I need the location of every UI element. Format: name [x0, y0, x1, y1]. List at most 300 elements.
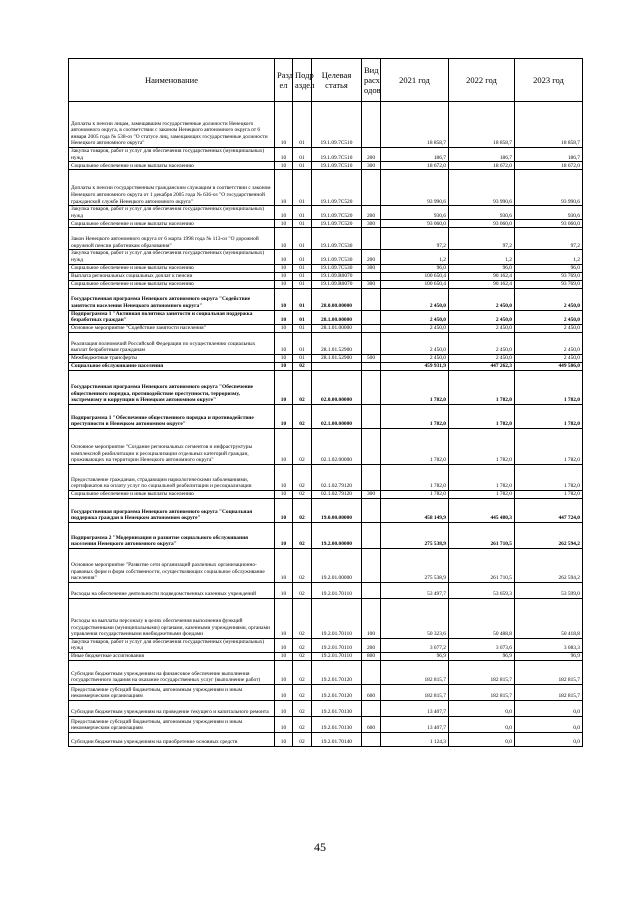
cell-2023: 930,6 — [515, 206, 583, 220]
cell-razd: 10 — [275, 684, 293, 700]
cell-2021: 50 323,6 — [381, 598, 449, 638]
cell-podr: 02 — [293, 464, 312, 490]
cell-2023: 1 782,0 — [515, 428, 583, 464]
cell-name: Подпрограмма 1 "Активная политика занятости и социальная поддержка безработных граждан" — [69, 310, 275, 324]
cell-2022: 93 060,0 — [449, 220, 515, 228]
cell-stat: 28.1.01.52900 — [312, 332, 362, 354]
cell-2022: 186,7 — [449, 148, 515, 162]
cell-podr: 02 — [293, 660, 312, 684]
cell-razd: 10 — [275, 732, 293, 746]
cell-vid — [362, 700, 381, 716]
cell-2023: 1,2 — [515, 250, 583, 264]
cell-2023: 1 782,0 — [515, 464, 583, 490]
cell-2021: 100 650,4 — [381, 272, 449, 280]
table-body — [69, 102, 583, 747]
cell-podr: 01 — [293, 162, 312, 170]
cell-podr: 01 — [293, 310, 312, 324]
cell-2022: 2 450,0 — [449, 310, 515, 324]
table-row — [69, 652, 583, 660]
cell-name: Социальное обеспечение и иные выплаты населению — [69, 220, 275, 228]
cell-stat: 19.1.09.7С510 — [312, 148, 362, 162]
cell-stat: 19.2.01.70120 — [312, 684, 362, 700]
cell-2023: 93 769,0 — [515, 280, 583, 288]
table-row — [69, 332, 583, 354]
cell-2021: 1 782,0 — [381, 404, 449, 428]
header-razd: Разд ел — [275, 59, 293, 102]
budget-table — [68, 58, 583, 747]
cell-stat: 19.2.01.70130 — [312, 700, 362, 716]
cell-name: Подпрограмма 1 "Обеспечение общественного порядка и противодействие преступности в Ненецком автономном округе" — [69, 404, 275, 428]
cell-name: Основное мероприятие "Содействие занятости населения" — [69, 324, 275, 332]
cell-vid: 200 — [362, 250, 381, 264]
cell-name: Социальное обеспечение и иные выплаты населению — [69, 280, 275, 288]
cell-2021: 96,0 — [381, 264, 449, 272]
cell-podr: 02 — [293, 582, 312, 598]
cell-name: Основное мероприятие "Создание региональных сегментов и инфраструктуры комплексной реабилитации и ресоциализации отдельных категорий граждан, проживающих на территории Ненецкого автономного округа" — [69, 428, 275, 464]
cell-2023: 50 418,8 — [515, 598, 583, 638]
cell-podr: 02 — [293, 428, 312, 464]
cell-2023: 96,0 — [515, 264, 583, 272]
cell-podr: 02 — [293, 548, 312, 582]
header-vid: Вид расх одов — [362, 59, 381, 102]
cell-podr: 01 — [293, 250, 312, 264]
cell-2022: 261 710,5 — [449, 522, 515, 548]
cell-name: Реализация полномочий Российской Федерации по осуществлению социальных выплат безработным гражданам — [69, 332, 275, 354]
cell-2023: 96,9 — [515, 652, 583, 660]
table-row — [69, 598, 583, 638]
cell-2023: 262 594,2 — [515, 548, 583, 582]
cell-name: Предоставление субсидий бюджетным, автономным учреждениям и иным некоммерческим организациям — [69, 716, 275, 732]
cell-2023: 0,0 — [515, 700, 583, 716]
cell-podr: 01 — [293, 264, 312, 272]
cell-podr: 01 — [293, 280, 312, 288]
cell-2021: 18 858,7 — [381, 102, 449, 148]
cell-razd: 10 — [275, 102, 293, 148]
cell-vid — [362, 170, 381, 206]
cell-razd: 10 — [275, 404, 293, 428]
cell-2021: 2 450,0 — [381, 310, 449, 324]
cell-2021: 53 497,7 — [381, 582, 449, 598]
cell-podr: 01 — [293, 288, 312, 310]
table-row — [69, 428, 583, 464]
cell-vid — [362, 732, 381, 746]
table-header-row — [69, 59, 583, 102]
cell-stat: 19.1.09.7С520 — [312, 206, 362, 220]
cell-2021: 182 815,7 — [381, 660, 449, 684]
cell-razd: 10 — [275, 272, 293, 280]
cell-name: Расходы на выплаты персоналу в целях обеспечения выполнения функций государственными (муниципальными) органами, казенными учреждениями, органами управления государственными внебюджетными фондами — [69, 598, 275, 638]
table-row — [69, 228, 583, 250]
cell-vid — [362, 522, 381, 548]
cell-podr: 01 — [293, 332, 312, 354]
cell-stat: 19.2.01.00000 — [312, 548, 362, 582]
cell-2022: 1 782,0 — [449, 490, 515, 498]
cell-2021: 100 650,4 — [381, 280, 449, 288]
cell-2022: 182 815,7 — [449, 660, 515, 684]
cell-stat: 19.1.09.7С520 — [312, 220, 362, 228]
table-row — [69, 170, 583, 206]
cell-razd: 10 — [275, 548, 293, 582]
cell-vid — [362, 582, 381, 598]
cell-2022: 1 782,0 — [449, 404, 515, 428]
cell-name: Закупка товаров, работ и услуг для обеспечения государственных (муниципальных) нужд — [69, 250, 275, 264]
cell-2022: 0,0 — [449, 716, 515, 732]
cell-name: Доплаты к пенсии государственным гражданским служащим в соответствии с законом Ненецкого автономного округа от 1 декабря 2005 года № 636-оз "О государственной гражданской службе Ненецкого автономного округа" — [69, 170, 275, 206]
cell-2023: 1 782,0 — [515, 370, 583, 404]
cell-2022: 96,0 — [449, 264, 515, 272]
cell-2022: 2 450,0 — [449, 288, 515, 310]
cell-stat: 19.2.01.70110 — [312, 598, 362, 638]
cell-2021: 930,6 — [381, 206, 449, 220]
cell-podr: 02 — [293, 652, 312, 660]
cell-2022: 50 488,8 — [449, 598, 515, 638]
cell-podr: 02 — [293, 638, 312, 652]
cell-vid — [362, 332, 381, 354]
cell-podr: 02 — [293, 522, 312, 548]
cell-razd: 10 — [275, 716, 293, 732]
cell-2023: 449 506,0 — [515, 362, 583, 370]
table-row — [69, 362, 583, 370]
cell-podr: 01 — [293, 272, 312, 280]
cell-razd: 10 — [275, 264, 293, 272]
cell-2021: 275 538,9 — [381, 522, 449, 548]
cell-2021: 458 149,9 — [381, 498, 449, 522]
cell-stat: 19.1.09.7С510 — [312, 102, 362, 148]
cell-vid: 200 — [362, 206, 381, 220]
table-row — [69, 490, 583, 498]
cell-2022: 182 815,7 — [449, 684, 515, 700]
cell-2023: 2 450,0 — [515, 332, 583, 354]
cell-stat: 19.1.09.7С530 — [312, 228, 362, 250]
cell-vid: 300 — [362, 162, 381, 170]
cell-2021: 13 407,7 — [381, 700, 449, 716]
cell-name: Предоставление гражданам, страдающим наркологическими заболеваниями, сертификатов на оплату услуг по социальной реабилитации и ресоциализации — [69, 464, 275, 490]
cell-vid: 300 — [362, 220, 381, 228]
cell-razd: 10 — [275, 522, 293, 548]
cell-name: Основное мероприятие "Развитие сети организаций различных организационно-правовых форм и форм собственности, осуществляющих социальное обслуживание населения" — [69, 548, 275, 582]
cell-2022: 53 659,3 — [449, 582, 515, 598]
cell-2023: 1 782,0 — [515, 490, 583, 498]
cell-name: Субсидии бюджетным учреждениям на проведение текущего и капитального ремонта — [69, 700, 275, 716]
cell-2022: 1 782,0 — [449, 428, 515, 464]
cell-2022: 1,2 — [449, 250, 515, 264]
cell-2023: 1 782,0 — [515, 404, 583, 428]
cell-razd: 10 — [275, 206, 293, 220]
cell-vid — [362, 660, 381, 684]
cell-vid — [362, 404, 381, 428]
cell-razd: 10 — [275, 582, 293, 598]
cell-2021: 93 060,0 — [381, 220, 449, 228]
cell-vid: 500 — [362, 354, 381, 362]
cell-2022: 0,0 — [449, 700, 515, 716]
cell-2023: 2 450,0 — [515, 288, 583, 310]
cell-podr: 02 — [293, 684, 312, 700]
cell-vid — [362, 464, 381, 490]
cell-razd: 10 — [275, 324, 293, 332]
cell-stat: 19.2.01.70110 — [312, 652, 362, 660]
cell-podr: 01 — [293, 102, 312, 148]
table-row — [69, 162, 583, 170]
cell-2022: 97,2 — [449, 228, 515, 250]
table-row — [69, 250, 583, 264]
cell-2023: 93 060,0 — [515, 220, 583, 228]
table-row — [69, 582, 583, 598]
cell-vid — [362, 362, 381, 370]
cell-vid — [362, 498, 381, 522]
cell-podr: 02 — [293, 498, 312, 522]
cell-name: Закупка товаров, работ и услуг для обеспечения государственных (муниципальных) нужд — [69, 148, 275, 162]
cell-stat: 19.1.09.R0070 — [312, 280, 362, 288]
cell-2023: 186,7 — [515, 148, 583, 162]
cell-podr: 01 — [293, 220, 312, 228]
cell-razd: 10 — [275, 354, 293, 362]
cell-2023: 182 815,7 — [515, 660, 583, 684]
table-row — [69, 148, 583, 162]
cell-stat: 19.2.00.00000 — [312, 522, 362, 548]
cell-2021: 96,9 — [381, 652, 449, 660]
cell-stat: 19.0.00.00000 — [312, 498, 362, 522]
cell-razd: 10 — [275, 332, 293, 354]
table-row — [69, 522, 583, 548]
header-stat: Целевая статья — [312, 59, 362, 102]
cell-vid: 800 — [362, 652, 381, 660]
cell-vid: 200 — [362, 638, 381, 652]
cell-vid: 200 — [362, 148, 381, 162]
cell-vid: 300 — [362, 280, 381, 288]
cell-2022: 2 450,0 — [449, 332, 515, 354]
cell-name: Межбюджетные трансферты — [69, 354, 275, 362]
cell-stat: 02.0.00.00000 — [312, 370, 362, 404]
cell-2022: 18 672,0 — [449, 162, 515, 170]
cell-stat: 19.2.01.70130 — [312, 716, 362, 732]
cell-2023: 2 450,0 — [515, 354, 583, 362]
table-row — [69, 324, 583, 332]
cell-podr: 02 — [293, 700, 312, 716]
cell-stat: 19.2.01.70140 — [312, 732, 362, 746]
cell-2021: 1 782,0 — [381, 370, 449, 404]
cell-2021: 1 124,3 — [381, 732, 449, 746]
cell-razd: 10 — [275, 700, 293, 716]
cell-2021: 2 450,0 — [381, 324, 449, 332]
cell-razd: 10 — [275, 280, 293, 288]
cell-2022: 930,6 — [449, 206, 515, 220]
table-row — [69, 310, 583, 324]
cell-stat: 02.1.02.00000 — [312, 428, 362, 464]
cell-vid — [362, 102, 381, 148]
cell-2023: 18 672,0 — [515, 162, 583, 170]
cell-vid: 100 — [362, 598, 381, 638]
cell-name: Социальное обслуживание населения — [69, 362, 275, 370]
table-row — [69, 464, 583, 490]
cell-2021: 2 450,0 — [381, 354, 449, 362]
cell-podr: 01 — [293, 324, 312, 332]
cell-name: Социальное обеспечение и иные выплаты населению — [69, 264, 275, 272]
cell-name: Выплата региональных социальных доплат к пенсии — [69, 272, 275, 280]
cell-stat: 19.1.09.R0070 — [312, 272, 362, 280]
cell-podr: 02 — [293, 716, 312, 732]
cell-2023: 182 815,7 — [515, 684, 583, 700]
cell-2023: 2 450,0 — [515, 310, 583, 324]
cell-razd: 10 — [275, 288, 293, 310]
cell-2022: 445 480,3 — [449, 498, 515, 522]
table-row — [69, 370, 583, 404]
cell-razd: 10 — [275, 220, 293, 228]
cell-2022: 90 162,4 — [449, 280, 515, 288]
cell-razd: 10 — [275, 370, 293, 404]
cell-2021: 18 672,0 — [381, 162, 449, 170]
cell-name: Субсидии бюджетным учреждениям на финансовое обеспечение выполнения государственного задания на оказание государственных услуг (выполнение работ) — [69, 660, 275, 684]
cell-stat: 28.1.01.00000 — [312, 324, 362, 332]
cell-vid — [362, 370, 381, 404]
cell-2022: 2 450,0 — [449, 354, 515, 362]
cell-2023: 0,0 — [515, 716, 583, 732]
cell-vid — [362, 310, 381, 324]
cell-name: Предоставление субсидий бюджетным, автономным учреждениям и иным некоммерческим организациям — [69, 684, 275, 700]
cell-2021: 3 077,2 — [381, 638, 449, 652]
cell-2023: 2 450,0 — [515, 324, 583, 332]
cell-2023: 97,2 — [515, 228, 583, 250]
cell-name: Иные бюджетные ассигнования — [69, 652, 275, 660]
table-row — [69, 498, 583, 522]
cell-2021: 2 450,0 — [381, 288, 449, 310]
cell-name: Расходы на обеспечение деятельности подведомственных казенных учреждений — [69, 582, 275, 598]
table-row — [69, 288, 583, 310]
table-row — [69, 264, 583, 272]
cell-2021: 13 407,7 — [381, 716, 449, 732]
cell-stat — [312, 362, 362, 370]
cell-podr: 02 — [293, 598, 312, 638]
cell-2021: 182 815,7 — [381, 684, 449, 700]
cell-razd: 10 — [275, 310, 293, 324]
cell-stat: 28.0.00.00000 — [312, 288, 362, 310]
cell-podr: 02 — [293, 370, 312, 404]
cell-2023: 18 858,7 — [515, 102, 583, 148]
cell-podr: 01 — [293, 148, 312, 162]
cell-podr: 02 — [293, 404, 312, 428]
cell-name: Государственная программа Ненецкого автономного округа "Содействие занятости населения Ненецкого автономного округа" — [69, 288, 275, 310]
table-row — [69, 660, 583, 684]
cell-2022: 261 710,5 — [449, 548, 515, 582]
cell-podr: 01 — [293, 170, 312, 206]
cell-stat: 19.1.09.7С530 — [312, 250, 362, 264]
cell-razd: 10 — [275, 638, 293, 652]
cell-stat: 02.1.00.00000 — [312, 404, 362, 428]
header-name: Наименование — [69, 59, 275, 102]
cell-vid: 600 — [362, 684, 381, 700]
table-row — [69, 638, 583, 652]
cell-razd: 10 — [275, 598, 293, 638]
header-podr: Подр аздел — [293, 59, 312, 102]
cell-2023: 53 599,0 — [515, 582, 583, 598]
table-row — [69, 220, 583, 228]
page-number: 45 — [314, 840, 326, 854]
cell-2022: 93 990,6 — [449, 170, 515, 206]
cell-stat: 19.1.09.7С530 — [312, 264, 362, 272]
cell-2022: 18 858,7 — [449, 102, 515, 148]
cell-razd: 10 — [275, 162, 293, 170]
cell-name: Закупка товаров, работ и услуг для обеспечения государственных (муниципальных) нужд — [69, 638, 275, 652]
cell-2023: 3 083,3 — [515, 638, 583, 652]
header-2023: 2023 год — [515, 59, 583, 102]
cell-podr: 01 — [293, 206, 312, 220]
cell-name: Доплаты к пенсии лицам, замещавшим государственные должности Ненецкого автономного округа, в соответствии с законом Ненецкого автономного округа от 6 января 2005 года № 538-оз "О статусе лиц, замещающих государственные должности Ненецкого автономного округа" — [69, 102, 275, 148]
cell-razd: 10 — [275, 362, 293, 370]
cell-razd: 10 — [275, 148, 293, 162]
cell-name: Субсидии бюджетным учреждениям на приобретение основных средств — [69, 732, 275, 746]
cell-name: Социальное обеспечение и иные выплаты населению — [69, 162, 275, 170]
cell-2021: 97,2 — [381, 228, 449, 250]
table-row — [69, 280, 583, 288]
cell-stat: 28.1.00.00000 — [312, 310, 362, 324]
cell-2021: 2 450,0 — [381, 332, 449, 354]
cell-2023: 447 724,0 — [515, 498, 583, 522]
table-row — [69, 404, 583, 428]
cell-2023: 262 594,2 — [515, 522, 583, 548]
cell-stat: 19.2.01.70120 — [312, 660, 362, 684]
table-row — [69, 272, 583, 280]
cell-podr: 02 — [293, 362, 312, 370]
cell-podr: 01 — [293, 228, 312, 250]
cell-2022: 1 782,0 — [449, 370, 515, 404]
cell-2023: 93 769,0 — [515, 272, 583, 280]
cell-vid — [362, 228, 381, 250]
table-row — [69, 548, 583, 582]
header-2022: 2022 год — [449, 59, 515, 102]
cell-name: Подпрограмма 2 "Модернизация и развитие социального обслуживания населения Ненецкого автономного округа" — [69, 522, 275, 548]
cell-stat: 19.1.09.7С510 — [312, 162, 362, 170]
cell-vid — [362, 428, 381, 464]
cell-name: Государственная программа Ненецкого автономного округа "Обеспечение общественного порядка, противодействие преступности, терроризму, экстремизму и коррупции в Ненецком автономном округе" — [69, 370, 275, 404]
cell-name: Закон Ненецкого автономного округа от 6 марта 1998 года № 113-оз "О дорожной окружной пенсии работникам образования" — [69, 228, 275, 250]
cell-razd: 10 — [275, 170, 293, 206]
cell-stat: 02.1.02.79120 — [312, 490, 362, 498]
cell-2022: 1 782,0 — [449, 464, 515, 490]
cell-vid: 300 — [362, 490, 381, 498]
table-row — [69, 354, 583, 362]
cell-2022: 3 073,6 — [449, 638, 515, 652]
cell-2021: 1,2 — [381, 250, 449, 264]
cell-razd: 10 — [275, 464, 293, 490]
cell-name: Закупка товаров, работ и услуг для обеспечения государственных (муниципальных) нужд — [69, 206, 275, 220]
cell-vid — [362, 288, 381, 310]
cell-stat: 19.2.01.70110 — [312, 582, 362, 598]
cell-vid: 300 — [362, 264, 381, 272]
cell-podr: 02 — [293, 732, 312, 746]
cell-2022: 96,9 — [449, 652, 515, 660]
cell-razd: 10 — [275, 228, 293, 250]
cell-podr: 01 — [293, 354, 312, 362]
table-row — [69, 716, 583, 732]
cell-razd: 10 — [275, 250, 293, 264]
cell-razd: 10 — [275, 660, 293, 684]
cell-2021: 186,7 — [381, 148, 449, 162]
cell-vid — [362, 272, 381, 280]
header-2021: 2021 год — [381, 59, 449, 102]
cell-2023: 0,0 — [515, 732, 583, 746]
cell-stat: 28.1.01.52900 — [312, 354, 362, 362]
table-row — [69, 206, 583, 220]
cell-2021: 1 782,0 — [381, 490, 449, 498]
cell-vid — [362, 324, 381, 332]
cell-razd: 10 — [275, 498, 293, 522]
table-row — [69, 700, 583, 716]
cell-stat: 19.1.09.7С520 — [312, 170, 362, 206]
cell-2022: 2 450,0 — [449, 324, 515, 332]
table-row — [69, 102, 583, 148]
table-row — [69, 684, 583, 700]
cell-vid — [362, 548, 381, 582]
cell-2021: 459 931,9 — [381, 362, 449, 370]
